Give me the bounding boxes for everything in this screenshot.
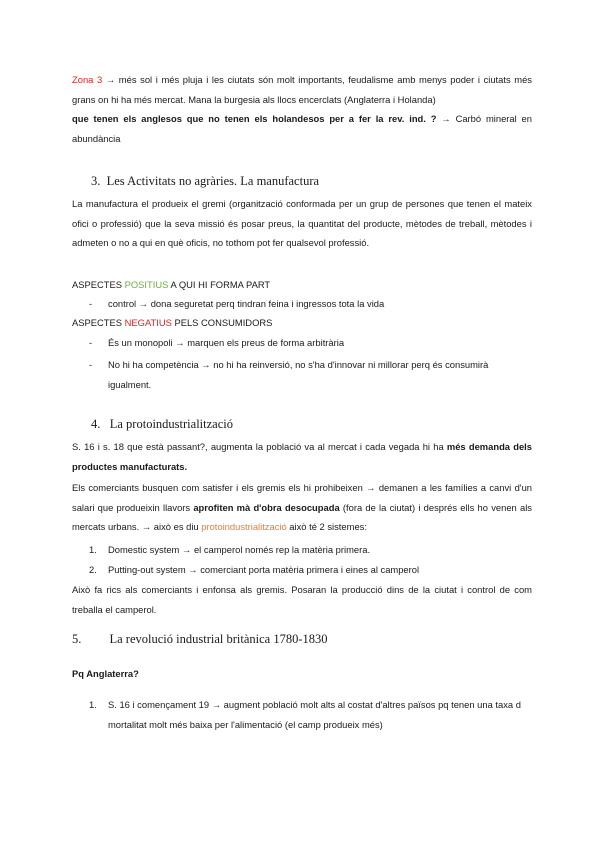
- negative-prefix: ASPECTES: [72, 317, 125, 328]
- positive-prefix: ASPECTES: [72, 279, 125, 290]
- p1-bold: més demanda dels productes manufacturats.: [72, 441, 532, 472]
- section-4-title: La protoindustrialització: [109, 417, 233, 431]
- section-3-title: Les Activitats no agràries. La manufactura: [106, 174, 320, 188]
- p2-bold: aprofiten mà d'obra desocupada: [193, 501, 340, 513]
- negative-aspects-heading: [72, 313, 532, 332]
- section-3-number: 3.: [91, 174, 101, 188]
- p2-text: això té 2 sistemes:: [286, 521, 367, 532]
- list-number: 2.: [89, 564, 97, 575]
- bullet-dash: -: [89, 298, 93, 309]
- p2-text: Els comerciants busquen com satisfer i els gremis els hi prohibeixen → demanen a les famílies a canvi d'un salari que produeixin llavors: [72, 482, 532, 513]
- list-item: Putting-out system → comerciant porta matèria primera i eines al camperol: [108, 564, 420, 575]
- zona-text: → més sol i més pluja i les ciutats són molt importants, feudalisme amb menys poder i ciutats més grans on hi ha més mercat. Mana la burgesia als llocs encerclats (Anglaterra i Holanda): [72, 74, 532, 105]
- section-3-paragraph: La manufactura el produeix el gremi (organització conformada per un grup de persones que tenen el mateix ofici o professió) que la seva missió és posar preus, la quantitat del producte, mètodes de treball, mètodes i admeten o no a qui en què oficis, no tothom pot fer qualsevol professió.: [72, 198, 532, 248]
- p1-text: S. 16 i s. 18 que està passant?, augmenta la població va al mercat i cada vegada hi ha: [72, 441, 447, 452]
- list-number: 1.: [89, 699, 97, 710]
- section-4-number: 4.: [91, 417, 101, 431]
- section-5-number: 5.: [72, 632, 82, 646]
- p2-highlight: protoindustrialització: [201, 521, 287, 532]
- bullet-dash: -: [89, 359, 93, 370]
- zona-question: que tenen els anglesos que no tenen els holandesos per a fer la rev. ind. ?: [72, 113, 437, 124]
- list-item: S. 16 i començament 19 → augment població molt alts al costat d'altres països pq tenen una taxa d mortalitat molt més baixa per l'alimentació (el camp produeix més): [108, 699, 521, 730]
- negative-item: No hi ha competència → no hi ha reinversió, no s'ha d'innovar ni millorar perq és consumirà igualment.: [108, 359, 489, 390]
- p2-text: (fora de la ciutat) i després ells ho venen als mercats urbans. → això es diu: [72, 501, 532, 532]
- list-number: 1.: [89, 544, 97, 555]
- zona-answer: → Carbó mineral en abundància: [72, 113, 532, 144]
- section-4-paragraph-2: [72, 478, 532, 537]
- negative-word: NEGATIUS: [124, 317, 172, 328]
- positive-suffix: A QUI HI FORMA PART: [168, 279, 271, 290]
- bullet-dash: -: [89, 337, 93, 348]
- negative-suffix: PELS CONSUMIDORS: [171, 317, 273, 328]
- positive-item: control → dona seguretat perq tindran feina i ingressos tota la vida: [108, 298, 385, 309]
- section-5-title: La revolució industrial britànica 1780-1830: [109, 632, 328, 646]
- section-4-paragraph-1: [72, 437, 532, 476]
- zona-label: Zona 3: [72, 74, 103, 85]
- list-item: Domestic system → el camperol només rep la matèria primera.: [108, 544, 371, 555]
- section-3-heading: [91, 174, 319, 189]
- section-4-paragraph-3: Això fa rics als comerciants i enfonsa als gremis. Posaran la producció dins de la ciutat i control de com treballa el camperol.: [72, 584, 532, 615]
- section-5-subheading: Pq Anglaterra?: [72, 668, 139, 679]
- positive-aspects-heading: [72, 275, 532, 294]
- section-5-heading: [72, 632, 328, 647]
- negative-item: És un monopoli → marquen els preus de forma arbitrària: [108, 337, 345, 348]
- section-4-heading: [91, 417, 233, 432]
- zona-paragraph: [72, 70, 532, 148]
- positive-word: POSITIUS: [124, 279, 169, 290]
